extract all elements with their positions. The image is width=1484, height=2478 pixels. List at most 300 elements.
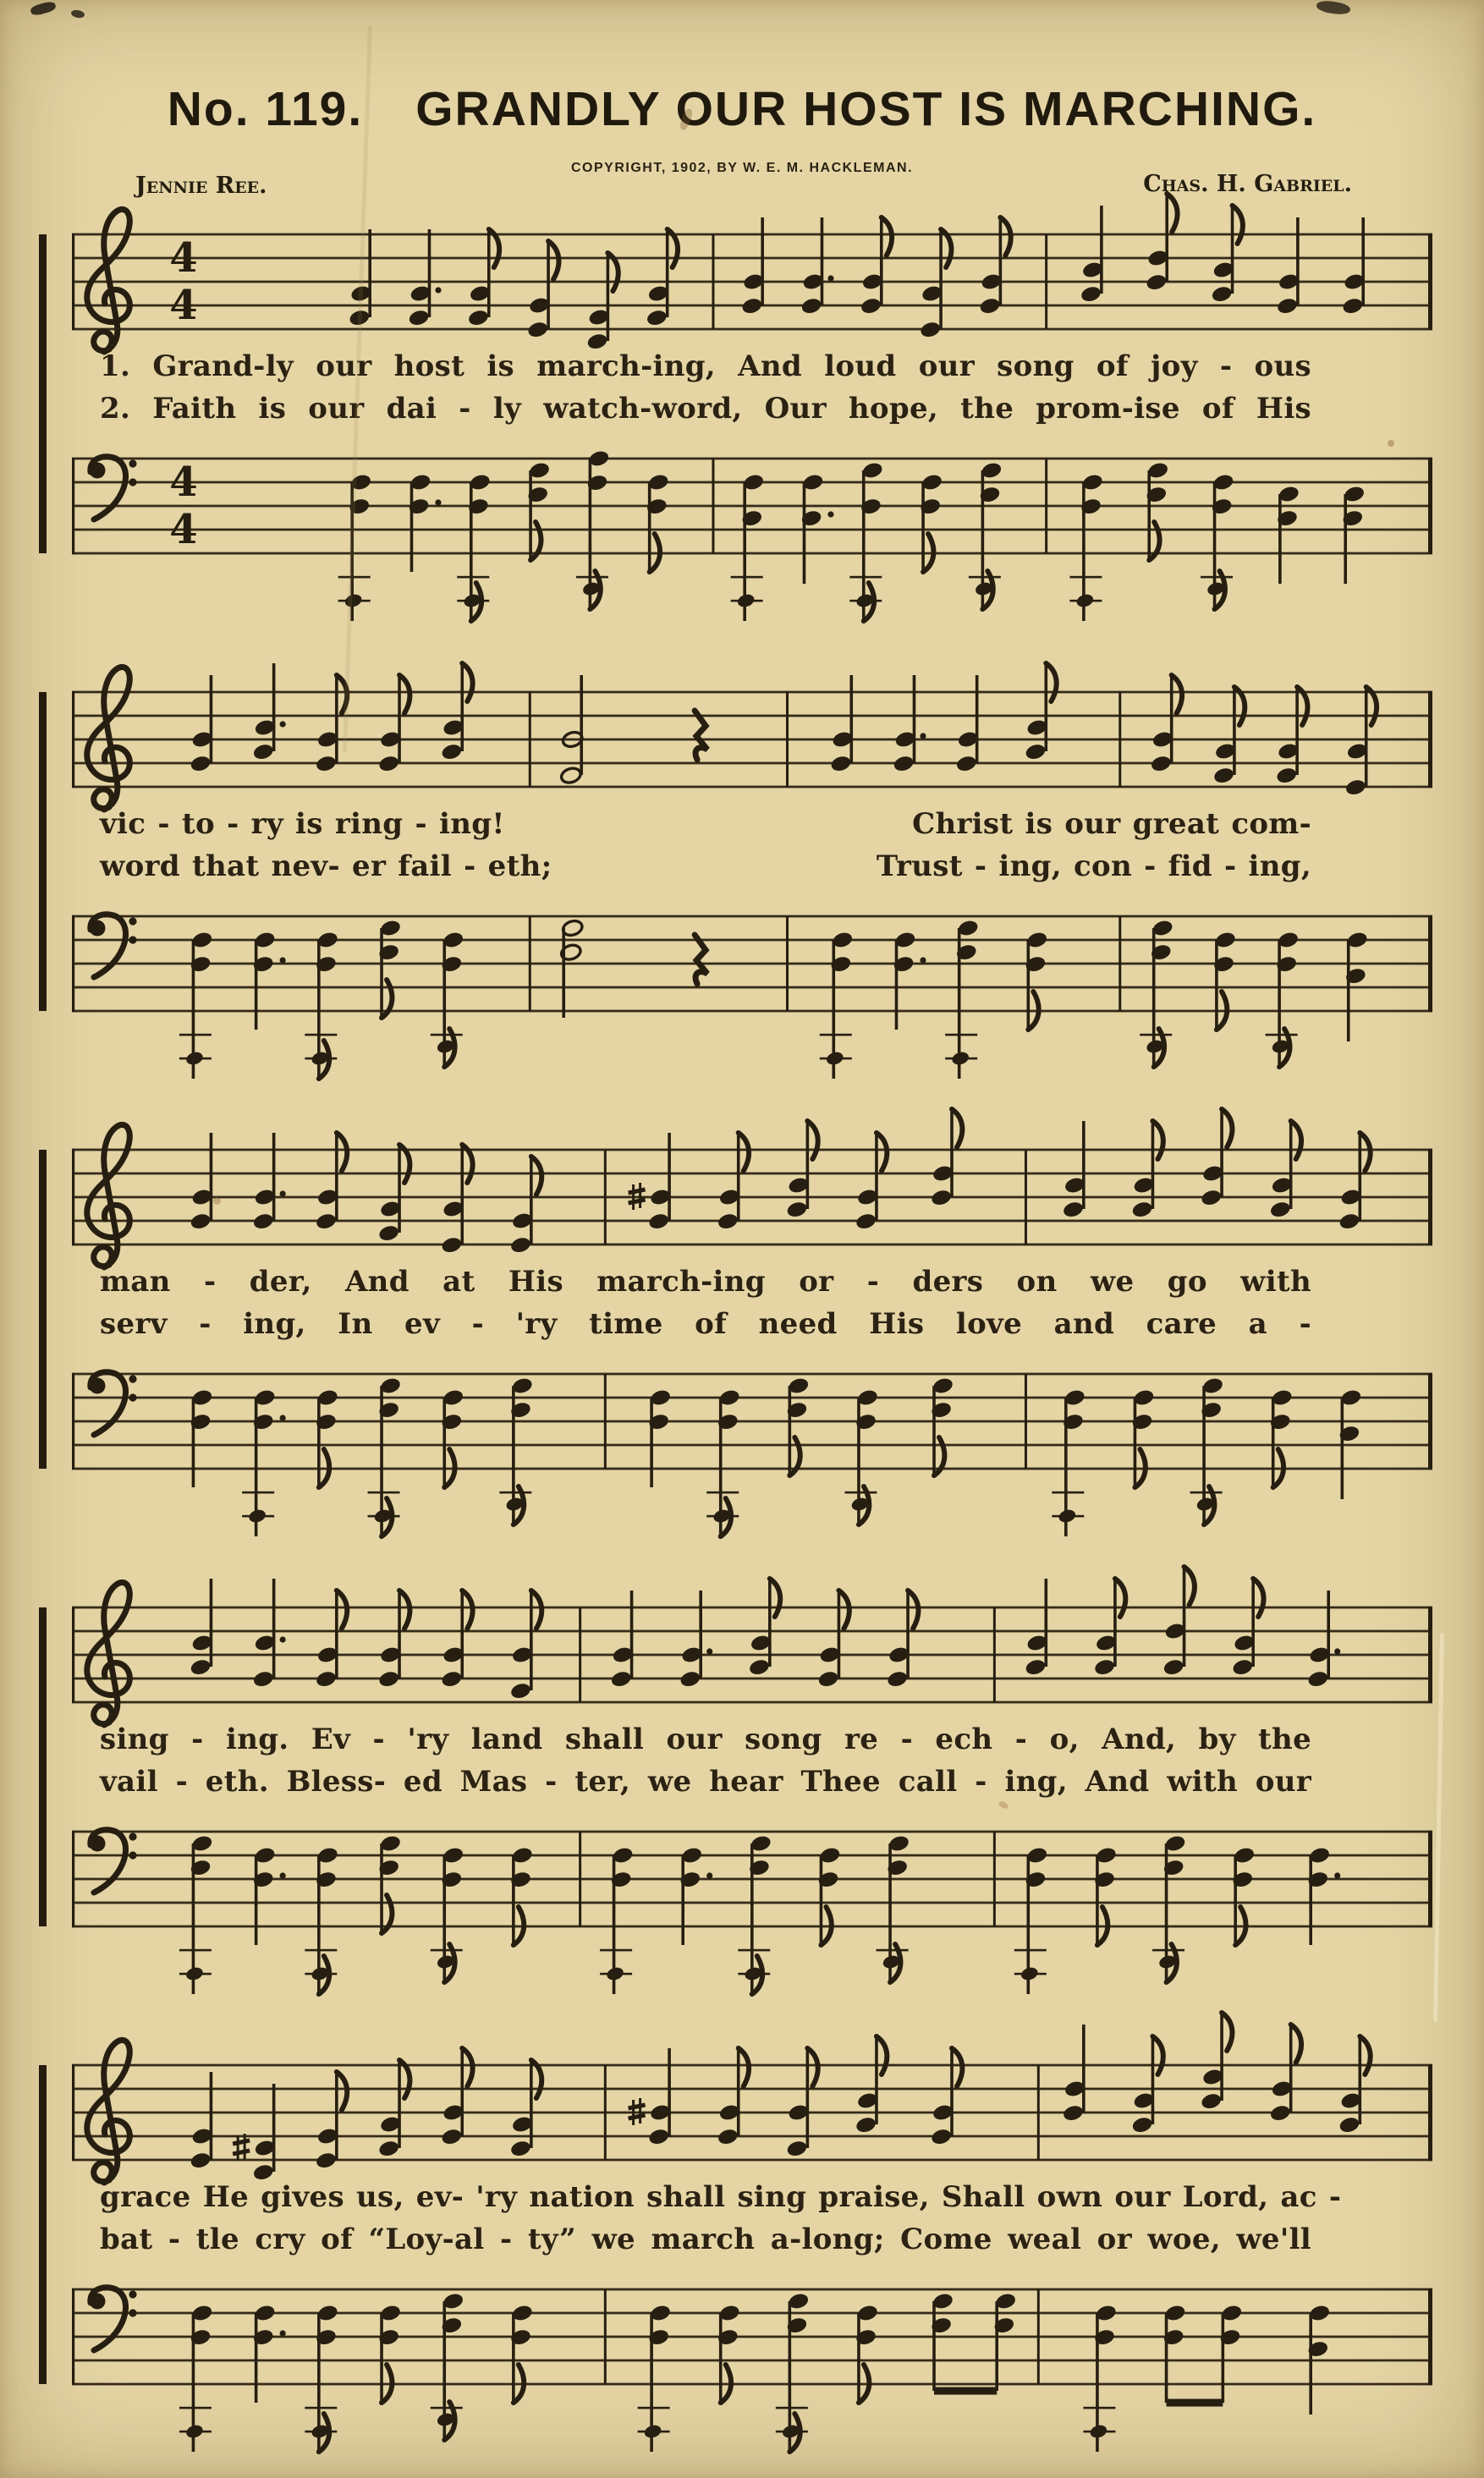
end-barline — [1428, 2288, 1432, 2385]
ledger-line — [499, 1492, 531, 1494]
eighth-flag — [462, 1591, 472, 1629]
eighth-flag — [770, 1579, 780, 1617]
ledger-line — [1190, 1492, 1223, 1494]
ledger-line — [305, 2431, 337, 2433]
start-barline — [72, 1831, 74, 1927]
notehead — [1080, 284, 1102, 303]
notehead — [786, 1200, 809, 1218]
notehead — [740, 296, 763, 315]
staff-line — [72, 234, 1432, 236]
barline — [1045, 459, 1047, 553]
notehead — [190, 2151, 212, 2169]
bass-staff — [37, 1818, 1450, 2009]
notehead — [647, 1212, 670, 1230]
lyric-segment: word that nev- er fail - eth; — [100, 849, 552, 883]
ledger-line — [305, 1973, 337, 1975]
notehead — [586, 332, 609, 350]
staff-line — [72, 1420, 1432, 1423]
lyric-line — [100, 1723, 1311, 1765]
ledger-line — [179, 2407, 212, 2409]
notehead — [1211, 284, 1234, 303]
system-4 — [0, 1552, 1484, 2009]
eighth-flag — [739, 2048, 749, 2086]
paper-speck — [1388, 440, 1394, 447]
notehead — [1093, 1657, 1116, 1676]
ledger-line — [776, 2431, 808, 2433]
staff-line — [72, 786, 1432, 788]
notehead — [509, 2139, 532, 2157]
notehead — [646, 308, 668, 327]
augmentation-dot — [280, 1415, 286, 1420]
end-barline — [1428, 915, 1432, 1012]
barline — [1118, 916, 1121, 1011]
eighth-flag — [877, 2036, 887, 2074]
bass-clef-icon — [90, 915, 137, 977]
staff-line — [72, 1196, 1432, 1199]
composer-credit: Chas. H. Gabriel. — [1143, 171, 1352, 197]
paper-speck — [70, 9, 85, 19]
notehead — [1344, 777, 1367, 796]
ledger-line — [576, 576, 608, 579]
ledger-line — [776, 2407, 808, 2409]
bass-staff — [37, 1360, 1450, 1552]
notehead — [315, 2151, 338, 2169]
notehead — [647, 2127, 670, 2146]
time-signature-digit: 4 — [169, 282, 198, 329]
bass-clef-icon — [90, 1372, 137, 1435]
staff-line — [72, 328, 1432, 331]
staff-line — [72, 529, 1432, 531]
notehead — [1231, 1657, 1254, 1676]
ledger-line — [179, 1949, 212, 1952]
augmentation-dot — [1334, 1648, 1340, 1654]
eighth-flag — [807, 2048, 817, 2086]
song-title-row — [0, 81, 1484, 137]
eighth-flag — [1172, 675, 1182, 713]
lyric-line — [100, 1765, 1311, 1807]
ledger-line — [877, 1949, 909, 1952]
staff-line — [72, 1630, 1432, 1633]
lyric-segment: Trust - ing, con - fid - ing, — [876, 849, 1311, 883]
barline — [1037, 2065, 1040, 2160]
ledger-line — [945, 1034, 977, 1036]
staff-line — [72, 1607, 1432, 1609]
end-barline — [1428, 1607, 1432, 1703]
notehead — [1338, 2115, 1360, 2134]
augmentation-dot — [280, 1872, 286, 1878]
notehead — [860, 296, 882, 315]
notehead — [1131, 2115, 1154, 2134]
notehead — [717, 2127, 739, 2146]
eighth-flag — [877, 1133, 887, 1171]
start-barline — [72, 915, 74, 1012]
ledger-line — [844, 1492, 877, 1494]
notehead — [817, 1669, 840, 1688]
end-barline — [1428, 691, 1432, 788]
eighth-flag — [882, 217, 892, 255]
ledger-line — [431, 1034, 463, 1036]
ledger-line — [1083, 2407, 1115, 2409]
ledger-line — [305, 1034, 337, 1036]
eighth-flag — [531, 1591, 541, 1629]
notehead — [1150, 754, 1173, 772]
start-barline — [72, 458, 74, 554]
eighth-flag — [462, 2048, 472, 2086]
barline — [1037, 2289, 1040, 2384]
ledger-line — [1152, 1949, 1184, 1952]
lyric-segment: vail - eth. Bless- ed Mas - ter, we hear Thee call - ing, And with our — [100, 1765, 1311, 1799]
staff-line — [72, 1397, 1432, 1399]
augmentation-dot — [1334, 1872, 1340, 1878]
notehead — [190, 754, 212, 772]
barline — [1025, 1150, 1027, 1244]
lyric-line — [100, 1265, 1311, 1307]
notehead — [315, 1669, 338, 1688]
treble-staff — [37, 1094, 1450, 1272]
barline — [604, 1374, 607, 1469]
notehead — [829, 754, 852, 772]
ledger-line — [305, 1949, 337, 1952]
notehead — [1024, 742, 1047, 761]
notehead — [855, 1212, 877, 1230]
end-barline — [1428, 2064, 1432, 2161]
barline — [712, 459, 714, 553]
staff-line — [72, 739, 1432, 741]
notehead — [509, 1235, 532, 1254]
time-signature-digit: 4 — [169, 506, 198, 553]
treble-staff — [37, 636, 1450, 814]
eighth-flag — [548, 241, 558, 279]
end-barline — [1428, 1373, 1432, 1470]
bass-staff — [37, 445, 1450, 636]
lyric-line — [100, 1307, 1311, 1349]
paper-speck — [213, 1197, 221, 1205]
ledger-line — [820, 1034, 852, 1036]
notehead — [1269, 2103, 1292, 2122]
ledger-line — [738, 1949, 770, 1952]
augmentation-dot — [827, 511, 833, 517]
ledger-line — [1140, 1034, 1172, 1036]
notehead — [717, 1212, 739, 1230]
barline — [993, 1832, 996, 1926]
ledger-line — [945, 1058, 977, 1060]
lyrics-block — [100, 1723, 1311, 1807]
augmentation-dot — [920, 733, 926, 739]
lyric-segment: man - der, And at His march-ing or - ders on we go with — [100, 1265, 1311, 1299]
ledger-line — [969, 576, 1001, 579]
notehead — [1062, 1200, 1085, 1218]
ledger-line — [849, 600, 882, 602]
song-title: GRANDLY OUR HOST IS MARCHING. — [415, 82, 1317, 136]
notehead — [1024, 1657, 1047, 1676]
ledger-line — [1083, 2431, 1115, 2433]
staff-line — [72, 2288, 1432, 2291]
staff-line — [72, 1244, 1432, 1246]
staff-line — [72, 1468, 1432, 1470]
lyric-segment: 2. Faith is our dai - ly watch-word, Our hope, the prom-ise of His — [100, 392, 1311, 426]
staff-line — [72, 1444, 1432, 1447]
ledger-line — [731, 600, 763, 602]
eighth-flag — [337, 1133, 347, 1171]
notehead — [919, 320, 942, 338]
staff-line — [72, 986, 1432, 989]
lyrics-block — [100, 2180, 1342, 2265]
staff-line — [72, 2135, 1432, 2138]
barline — [993, 1607, 996, 1702]
eighth-flag — [908, 1591, 918, 1629]
staff-line — [72, 2112, 1432, 2114]
notehead — [440, 2127, 463, 2146]
notehead — [440, 1235, 463, 1254]
barline — [604, 1150, 607, 1244]
notehead — [559, 766, 582, 784]
treble-staff — [37, 2009, 1450, 2187]
eighth-flag — [739, 1133, 749, 1171]
lyric-segment: sing - ing. Ev - 'ry land shall our song re - ech - o, And, by the — [100, 1723, 1311, 1756]
staff-line — [72, 1701, 1432, 1704]
ledger-line — [431, 1949, 463, 1952]
augmentation-dot — [435, 287, 441, 293]
staff-line — [72, 2383, 1432, 2386]
ledger-line — [305, 1058, 337, 1060]
lyric-segment: grace He gives us, ev- 'ry nation shall sing praise, Shall own our Lord, ac - — [100, 2180, 1342, 2214]
end-barline — [1428, 1831, 1432, 1927]
barline — [1025, 1374, 1027, 1469]
eighth-flag — [1291, 1121, 1301, 1159]
sharp-icon — [233, 2134, 250, 2161]
staff-line — [72, 257, 1432, 260]
eighth-flag — [1152, 2036, 1162, 2074]
staff-line — [72, 715, 1432, 717]
staff-line — [72, 1678, 1432, 1680]
lyric-segment: serv - ing, In ev - 'ry time of need His love and care a - — [100, 1307, 1311, 1341]
ledger-line — [457, 576, 489, 579]
barline — [529, 692, 531, 787]
notehead — [930, 2127, 953, 2146]
eighth-flag — [1000, 217, 1010, 255]
notehead — [526, 320, 549, 338]
barline — [1045, 234, 1047, 329]
ledger-line — [1201, 576, 1233, 579]
staff-line — [72, 2064, 1432, 2067]
augmentation-dot — [706, 1872, 712, 1878]
notehead — [679, 1669, 701, 1688]
time-signature-digit: 4 — [169, 234, 198, 282]
staff-line — [72, 1220, 1432, 1223]
eighth-flag — [838, 1591, 849, 1629]
notehead — [955, 754, 978, 772]
notehead — [252, 742, 275, 761]
notehead — [855, 2115, 877, 2134]
ledger-line — [1052, 1492, 1084, 1494]
eighth-flag — [952, 2048, 962, 2086]
eighth-flag — [1233, 206, 1243, 244]
barline — [786, 916, 789, 1011]
ledger-line — [242, 1515, 274, 1518]
notehead — [252, 1212, 275, 1230]
notehead — [190, 1212, 212, 1230]
lyricist-credit: Jennie Ree. — [135, 173, 267, 199]
notehead — [748, 1657, 771, 1676]
song-number: No. 119. — [167, 82, 364, 136]
ledger-line — [242, 1492, 274, 1494]
notehead — [1145, 272, 1168, 291]
augmentation-dot — [827, 275, 833, 281]
eighth-flag — [807, 1121, 817, 1159]
notehead — [377, 1223, 400, 1242]
ledger-line — [849, 576, 882, 579]
notehead — [1275, 766, 1298, 784]
barline — [579, 1607, 581, 1702]
eighth-flag — [531, 1157, 541, 1195]
ledger-line — [179, 1034, 212, 1036]
ledger-line — [1266, 1034, 1298, 1036]
quarter-rest — [695, 711, 707, 760]
notehead — [800, 296, 823, 315]
eighth-flag — [337, 2072, 347, 2110]
lyric-line — [100, 349, 1311, 392]
barline — [579, 1832, 581, 1926]
notehead — [1341, 296, 1364, 315]
staff-line — [72, 2360, 1432, 2362]
end-barline — [1428, 458, 1432, 554]
paper-speck — [1316, 0, 1351, 16]
notehead — [190, 1657, 212, 1676]
notehead — [610, 1669, 633, 1688]
notehead — [377, 754, 400, 772]
lyric-line — [100, 2223, 1311, 2265]
ledger-line — [738, 1973, 770, 1975]
ledger-line — [600, 1949, 632, 1952]
notehead — [377, 2139, 400, 2157]
eighth-flag — [337, 1591, 347, 1629]
notehead — [252, 2162, 275, 2181]
notehead — [440, 742, 463, 761]
eighth-flag — [1046, 663, 1056, 701]
barline — [1118, 692, 1121, 787]
treble-staff — [37, 1552, 1450, 1729]
ledger-line — [600, 1973, 632, 1975]
ledger-line — [1069, 600, 1102, 602]
start-barline — [72, 1607, 74, 1703]
eighth-flag — [1253, 1579, 1263, 1617]
ledger-line — [457, 600, 489, 602]
notehead — [509, 1681, 532, 1700]
eighth-flag — [1152, 1121, 1162, 1159]
ledger-line — [179, 2431, 212, 2433]
notehead — [1338, 1212, 1360, 1230]
notehead — [1162, 1657, 1185, 1676]
barline — [712, 234, 714, 329]
augmentation-dot — [706, 1648, 712, 1654]
start-barline — [72, 1149, 74, 1245]
eighth-flag — [1360, 2036, 1370, 2074]
staff-line — [72, 762, 1432, 765]
augmentation-dot — [280, 957, 286, 963]
notehead — [315, 1212, 338, 1230]
notehead — [1062, 2103, 1085, 2122]
augmentation-dot — [280, 2330, 286, 2336]
system-2 — [0, 636, 1484, 1094]
start-barline — [72, 1373, 74, 1470]
notehead — [315, 754, 338, 772]
eighth-flag — [1222, 2013, 1232, 2051]
eighth-flag — [952, 1109, 962, 1147]
paper-speck — [30, 0, 57, 16]
start-barline — [72, 691, 74, 788]
lyrics-block — [100, 1265, 1311, 1349]
augmentation-dot — [280, 1636, 286, 1642]
staff-line — [72, 458, 1432, 460]
eighth-flag — [1167, 194, 1177, 232]
staff-line — [72, 915, 1432, 918]
system-3 — [0, 1094, 1484, 1552]
notehead — [1200, 2091, 1223, 2110]
notehead — [1212, 766, 1235, 784]
lyric-segment: vic - to - ry is ring - ing! — [100, 807, 505, 841]
barline — [529, 916, 531, 1011]
lyric-line — [100, 807, 1311, 849]
start-barline — [72, 2288, 74, 2385]
notehead — [377, 1669, 400, 1688]
augmentation-dot — [435, 499, 441, 505]
eighth-flag — [399, 1591, 409, 1629]
treble-staff — [37, 179, 1450, 356]
notehead — [1306, 1669, 1329, 1688]
notehead — [1200, 1188, 1223, 1206]
time-signature-digit: 4 — [169, 459, 198, 506]
ledger-line — [638, 2407, 670, 2409]
notehead — [1269, 1200, 1292, 1218]
eighth-flag — [462, 663, 472, 701]
ledger-line — [368, 1515, 400, 1518]
lyric-segment: Christ is our great com- — [912, 807, 1311, 841]
lyric-line — [100, 392, 1311, 434]
ledger-line — [1014, 1949, 1047, 1952]
ledger-line — [431, 2407, 463, 2409]
eighth-flag — [1360, 1133, 1370, 1171]
ledger-line — [179, 1973, 212, 1975]
notehead — [252, 1669, 275, 1688]
ledger-line — [731, 576, 763, 579]
notehead — [1276, 296, 1299, 315]
lyric-line — [100, 849, 1311, 892]
bass-clef-icon — [90, 457, 137, 519]
system-1 — [0, 179, 1484, 636]
notehead — [979, 296, 1002, 315]
notehead — [893, 754, 915, 772]
augmentation-dot — [920, 957, 926, 963]
barline — [604, 2289, 607, 2384]
eighth-flag — [1184, 1567, 1195, 1605]
staff-line — [72, 552, 1432, 555]
notehead — [467, 308, 490, 327]
augmentation-dot — [280, 1190, 286, 1196]
bass-clef-icon — [90, 2288, 137, 2350]
system-5 — [0, 2009, 1484, 2467]
bass-staff — [37, 2276, 1450, 2467]
eighth-flag — [1222, 1109, 1232, 1147]
lyric-segment: bat - tle cry of “Loy-al - ty” we march a-long; Come weal or woe, we'll — [100, 2223, 1311, 2256]
staff-line — [72, 1831, 1432, 1833]
ledger-line — [706, 1515, 739, 1518]
barline — [786, 692, 789, 787]
end-barline — [1428, 1149, 1432, 1245]
ledger-line — [338, 600, 371, 602]
ledger-line — [1069, 576, 1102, 579]
staff-line — [72, 2088, 1432, 2091]
lyrics-block — [100, 807, 1311, 892]
